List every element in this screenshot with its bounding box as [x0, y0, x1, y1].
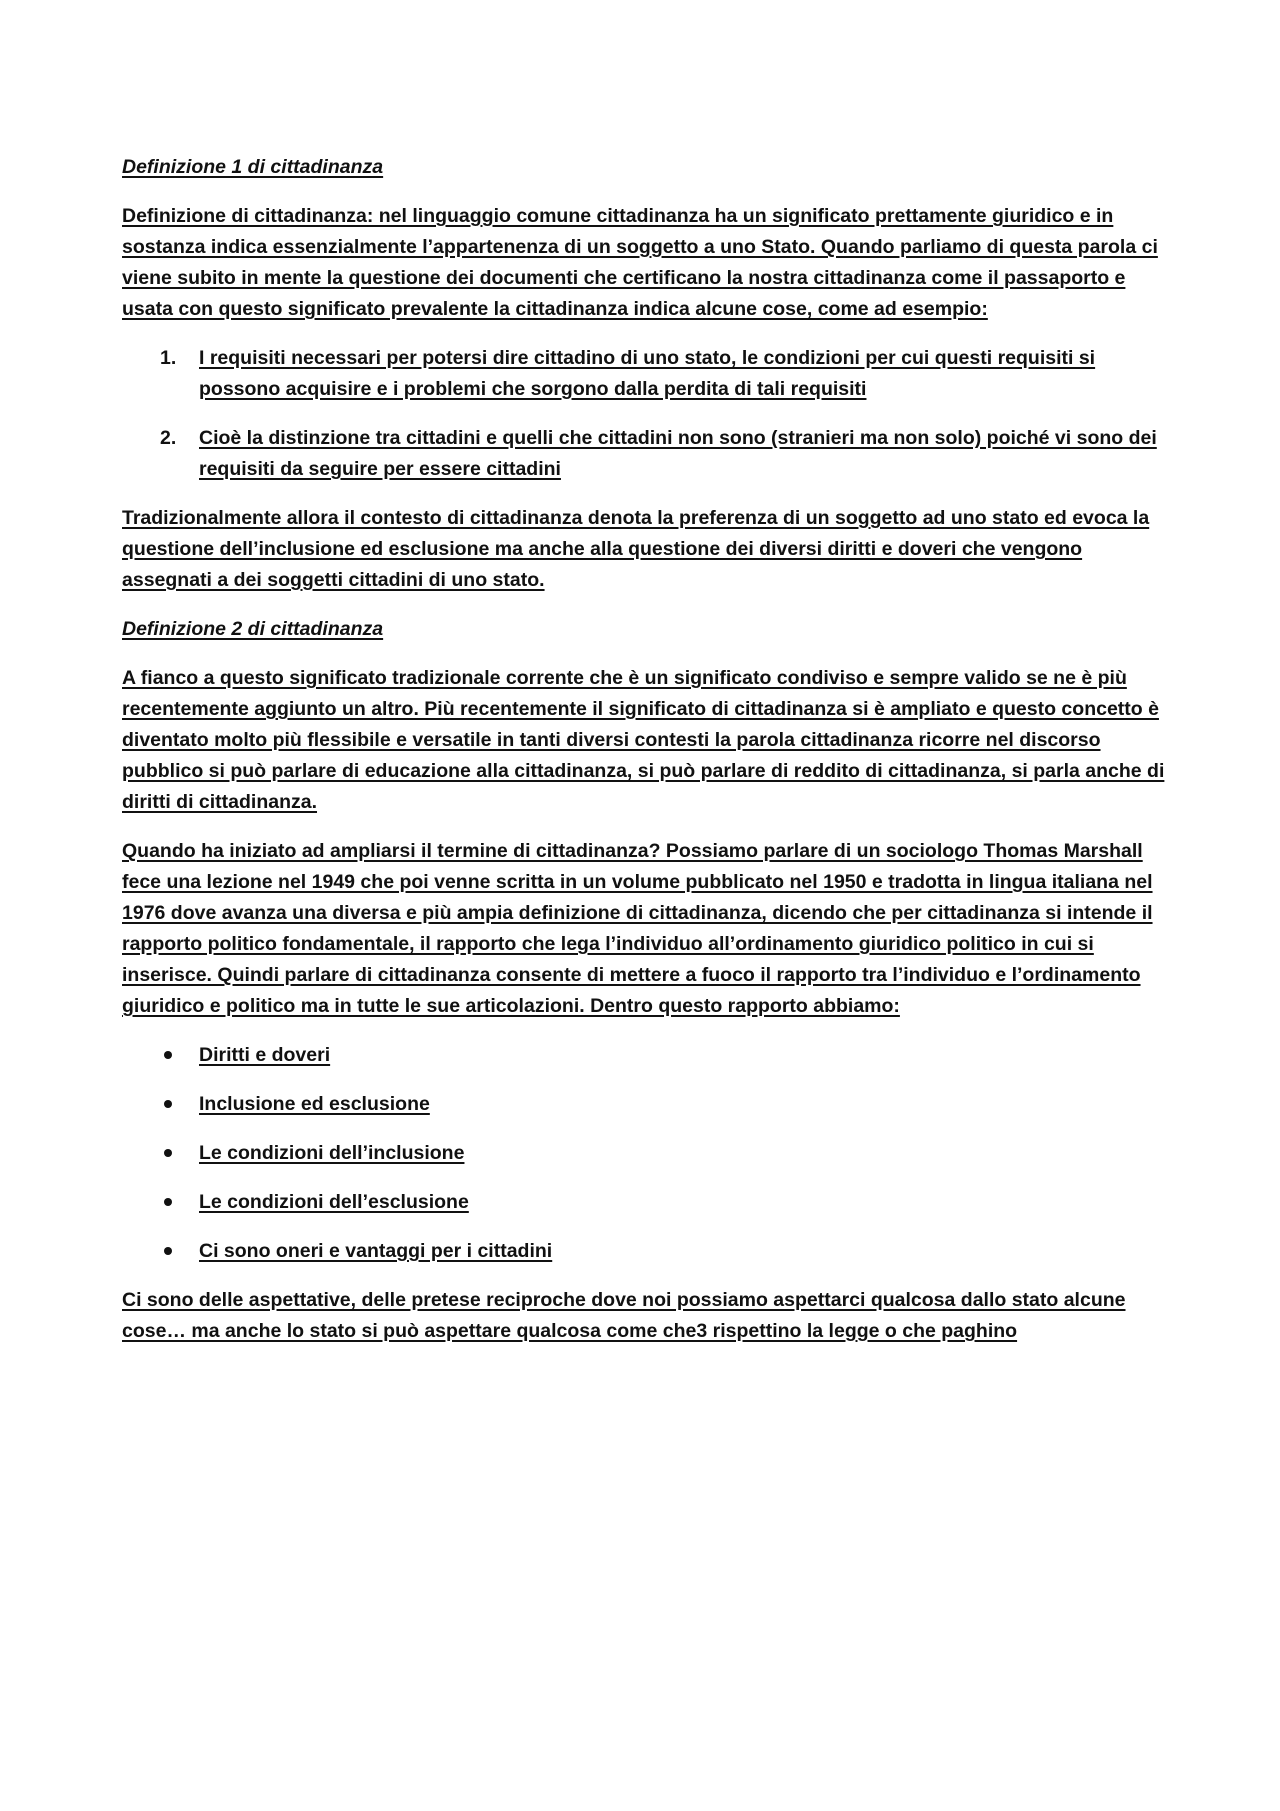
list-item-text: I requisiti necessari per potersi dire cittadino di uno stato, le condizioni per cui questi requisiti si possono acquisire e i problemi che sorgono dalla perdita di tali requisiti [199, 347, 1096, 400]
list-item-text: Cioè la distinzione tra cittadini e quelli che cittadini non sono (stranieri ma non solo) poiché vi sono dei requisiti da seguire per essere cittadini [199, 427, 1157, 480]
section-heading-1-text: Definizione 1 di cittadinanza [122, 156, 384, 178]
section-heading-2-text: Definizione 2 di cittadinanza [122, 618, 384, 640]
bullet-icon [164, 1149, 172, 1157]
paragraph-4-text: Quando ha iniziato ad ampliarsi il termine di cittadinanza? Possiamo parlare di un sociologo Thomas Marshall fece una lezione nel 1949 che poi venne scritta in un volume pubblicato nel 1950 e tradotta in lingua italiana nel 1976 dove avanza una diversa e più ampia definizione di cittadinanza, dicendo che per cittadinanza si intende il rapporto politico fondamentale, il rapporto che lega l’individuo all’ordinamento giuridico politico in cui si inserisce. Quindi parlare di cittadinanza consente di mettere a fuoco il rapporto tra l’individuo e l’ordinamento giuridico e politico ma in tutte le sue articolazioni. Dentro questo rapporto abbiamo: [122, 840, 1153, 1017]
list-number: 2. [160, 427, 177, 449]
bullet-icon [164, 1051, 172, 1059]
numbered-list-item [122, 343, 1172, 405]
bullet-list-item [122, 1040, 1172, 1071]
bullet-icon [164, 1100, 172, 1108]
numbered-list [122, 343, 1172, 485]
paragraph-5 [122, 1285, 1172, 1347]
paragraph-1-text: Definizione di cittadinanza: nel linguaggio comune cittadinanza ha un significato prettamente giuridico e in sostanza indica essenzialmente l’appartenenza di un soggetto a uno Stato. Quando parliamo di questa parola ci viene subito in mente la questione dei documenti che certificano la nostra cittadinanza come il passaporto e usata con questo significato prevalente la cittadinanza indica alcune cose, come ad esempio: [122, 205, 1158, 320]
paragraph-1 [122, 201, 1172, 325]
paragraph-2-text: Tradizionalmente allora il contesto di cittadinanza denota la preferenza di un soggetto ad uno stato ed evoca la questione dell’inclusione ed esclusione ma anche alla questione dei diversi diritti e doveri che vengono assegnati a dei soggetti cittadini di uno stato. [122, 507, 1150, 591]
bullet-list-item [122, 1187, 1172, 1218]
bullet-item-text: Ci sono oneri e vantaggi per i cittadini [199, 1240, 553, 1262]
paragraph-2 [122, 503, 1172, 596]
list-number: 1. [160, 347, 177, 369]
document-body [122, 152, 1172, 1365]
bullet-item-text: Le condizioni dell’esclusione [199, 1191, 469, 1213]
section-heading-1 [122, 152, 1172, 183]
bullet-icon [164, 1198, 172, 1206]
bullet-list [122, 1040, 1172, 1267]
paragraph-4 [122, 836, 1172, 1022]
bullet-list-item [122, 1089, 1172, 1120]
paragraph-3 [122, 663, 1172, 818]
bullet-item-text: Inclusione ed esclusione [199, 1093, 430, 1115]
bullet-item-text: Le condizioni dell’inclusione [199, 1142, 465, 1164]
bullet-list-item [122, 1236, 1172, 1267]
bullet-item-text: Diritti e doveri [199, 1044, 331, 1066]
paragraph-3-text: A fianco a questo significato tradizionale corrente che è un significato condiviso e sempre valido se ne è più recentemente aggiunto un altro. Più recentemente il significato di cittadinanza si è ampliato e questo concetto è diventato molto più flessibile e versatile in tanti diversi contesti la parola cittadinanza ricorre nel discorso pubblico si può parlare di educazione alla cittadinanza, si può parlare di reddito di cittadinanza, si parla anche di diritti di cittadinanza. [122, 667, 1165, 813]
section-heading-2 [122, 614, 1172, 645]
paragraph-5-text: Ci sono delle aspettative, delle pretese reciproche dove noi possiamo aspettarci qualcosa dallo stato alcune cose… ma anche lo stato si può aspettare qualcosa come che3 rispettino la legge o che paghino [122, 1289, 1126, 1342]
numbered-list-item [122, 423, 1172, 485]
bullet-list-item [122, 1138, 1172, 1169]
bullet-icon [164, 1247, 172, 1255]
